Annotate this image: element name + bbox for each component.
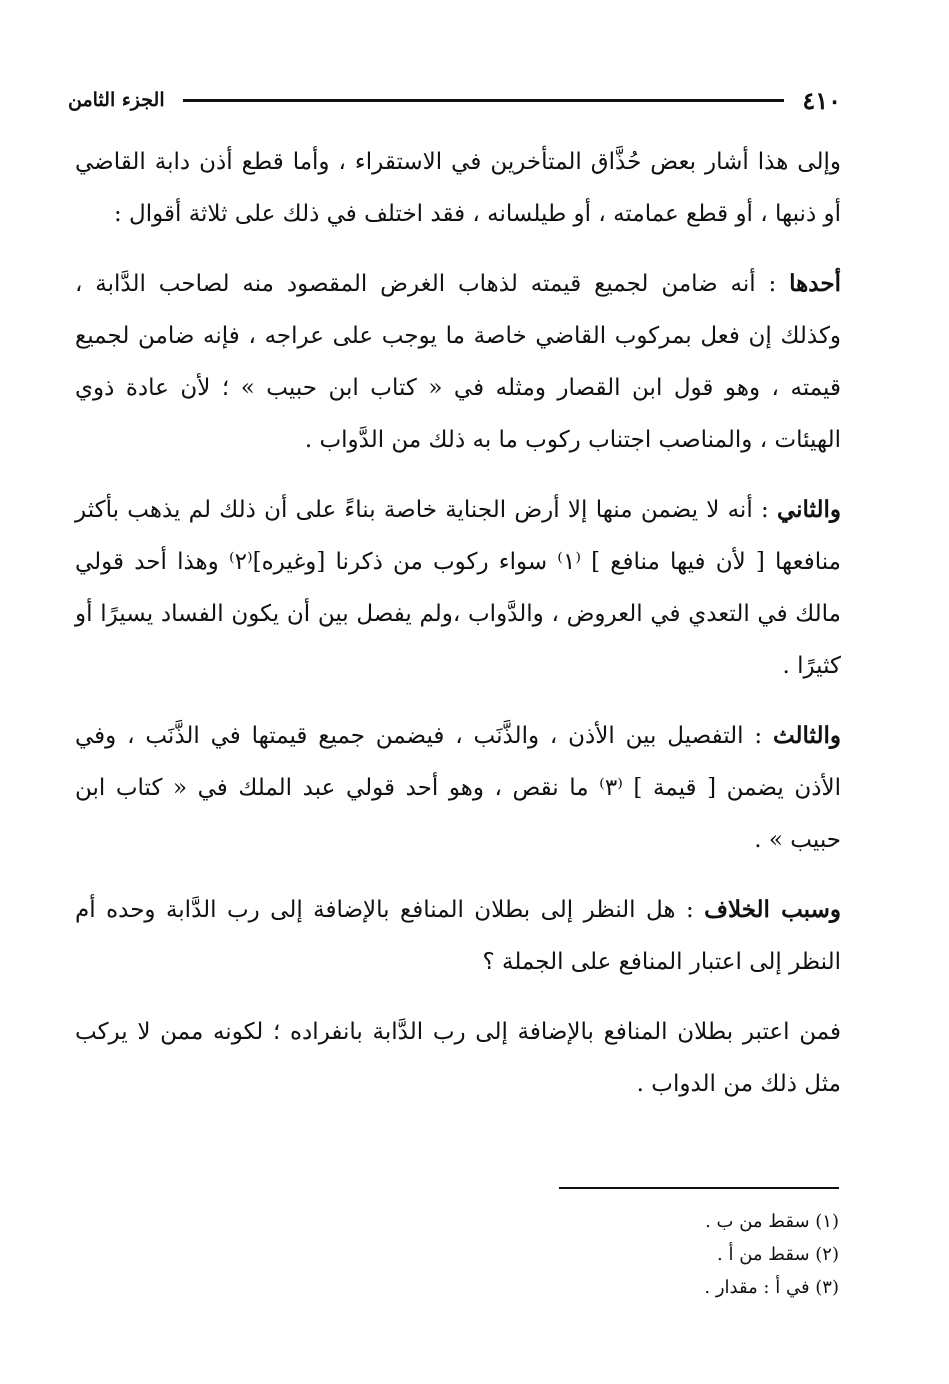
paragraph-text: فمن اعتبر بطلان المنافع بالإضافة إلى رب الدَّابة بانفراده ؛ لكونه ممن لا يركب مثل ذلك من الدواب . xyxy=(75,1019,841,1097)
paragraph xyxy=(75,884,841,988)
running-title: الجزء الثامن xyxy=(68,89,165,111)
footnote-rule xyxy=(559,1187,839,1189)
paragraph xyxy=(75,710,841,866)
main-text xyxy=(75,136,841,1110)
paragraph-text: : هل النظر إلى بطلان المنافع بالإضافة إلى رب الدَّابة وحده أم النظر إلى اعتبار المنافع على الجملة ؟ xyxy=(75,897,841,975)
paragraph-text: : أنه لا يضمن منها إلا أرض الجناية خاصة بناءً على أن ذلك لم يذهب بأكثر منافعها [ لأن فيها منافع ] ⁽١⁾ سواء ركوب من ذكرنا [وغيره]⁽٢⁾ وهذا أحد قولي مالك في التعدي في العروض ، والدَّواب ،ولم يفصل بين أن يكون الفساد يسيرًا أو كثيرًا . xyxy=(75,497,841,679)
footnote: (٢) سقط من أ . xyxy=(717,1244,839,1265)
header-rule xyxy=(183,99,785,102)
paragraph-lead: أحدها xyxy=(789,270,841,297)
paragraph xyxy=(75,484,841,692)
paragraph-text: : التفصيل بين الأذن ، والذَّنَب ، فيضمن جميع قيمتها في الذَّنَب ، وفي الأذن يضمن [ قيمة ] ⁽٣⁾ ما نقص ، وهو أحد قولي عبد الملك في « كتاب ابن حبيب » . xyxy=(75,723,841,853)
footnote: (١) سقط من ب . xyxy=(705,1211,839,1232)
page-number: ٤١٠ xyxy=(802,85,841,115)
paragraph xyxy=(75,258,841,466)
paragraph-text: : أنه ضامن لجميع قيمته لذهاب الغرض المقصود منه لصاحب الدَّابة ، وكذلك إن فعل بمركوب القاضي خاصة ما يوجب على عراجه ، فإنه ضامن لجميع قيمته ، وهو قول ابن القصار ومثله في « كتاب ابن حبيب » ؛ لأن عادة ذوي الهيئات ، والمناصب اجتناب ركوب ما به ذلك من الدَّواب . xyxy=(75,271,841,453)
paragraph-lead: وسبب الخلاف xyxy=(704,896,841,923)
paragraph-lead: والثاني xyxy=(776,496,841,523)
paragraph xyxy=(75,1006,841,1110)
paragraph-lead: والثالث xyxy=(772,722,841,749)
paragraph-text: وإلى هذا أشار بعض حُذَّاق المتأخرين في الاستقراء ، وأما قطع أذن دابة القاضي أو ذنبها ، أو قطع عمامته ، أو طيلسانه ، فقد اختلف في ذلك على ثلاثة أقوال : xyxy=(75,149,841,227)
footnotes xyxy=(75,1205,839,1304)
paragraph xyxy=(75,136,841,240)
footnote: (٣) في أ : مقدار . xyxy=(704,1277,839,1298)
page-header xyxy=(68,82,841,118)
